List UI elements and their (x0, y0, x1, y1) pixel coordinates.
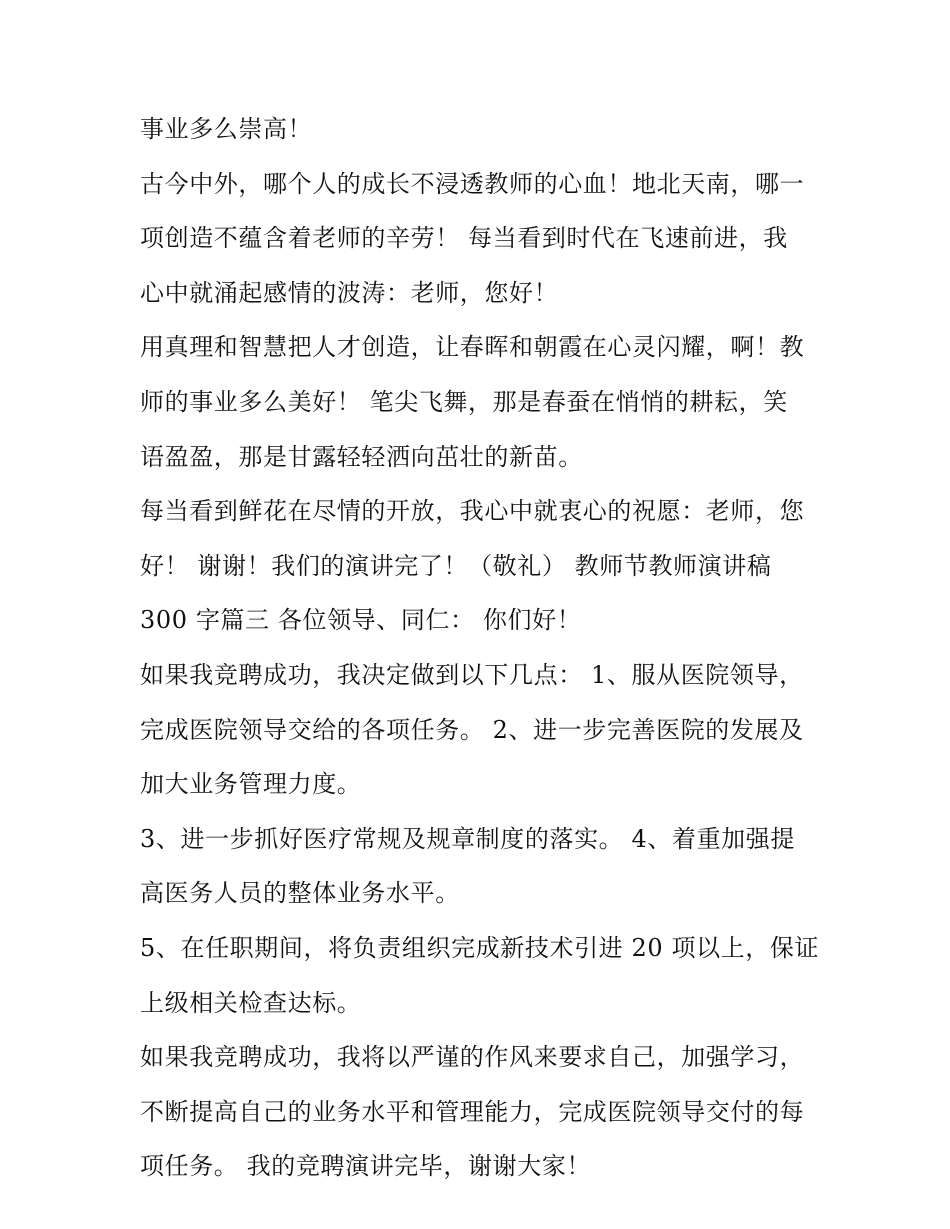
text-line: 每当看到鲜花在尽情的开放，我心中就衷心的祝愿：老师，您 (140, 497, 805, 526)
text-line: 古今中外，哪个人的成长不浸透教师的心血！地北天南，哪一 (140, 169, 805, 198)
text-line: 心中就涌起感情的波涛：老师，您好！ (140, 278, 559, 307)
text-line: 300 字篇三 各位领导、同仁： 你们好！ (140, 606, 582, 635)
text-line: 用真理和智慧把人才创造，让春晖和朝霞在心灵闪耀，啊！教 (140, 333, 805, 362)
text-line: 加大业务管理力度。 (140, 770, 362, 799)
text-line: 如果我竞聘成功，我将以严谨的作风来要求自己，加强学习， (140, 1043, 805, 1072)
text-line: 5、在任职期间，将负责组织完成新技术引进 20 项以上，保证 (140, 933, 820, 962)
text-line: 如果我竞聘成功，我决定做到以下几点： 1、服从医院领导， (140, 660, 804, 689)
document-body (140, 111, 830, 1203)
text-line: 师的事业多么美好！ 笔尖飞舞，那是春蚕在悄悄的耕耘，笑 (140, 387, 788, 416)
text-line: 事业多么崇高！ (140, 115, 313, 143)
text-line: 语盈盈，那是甘露轻轻洒向茁壮的新苗。 (140, 442, 583, 471)
text-line: 高医务人员的整体业务水平。 (140, 879, 460, 908)
text-line: 完成医院领导交给的各项任务。 2、进一步完善医院的发展及 (140, 715, 804, 744)
text-line: 不断提高自己的业务水平和管理能力，完成医院领导交付的每 (140, 1097, 805, 1126)
text-line: 项创造不蕴含着老师的辛劳！ 每当看到时代在飞速前进，我 (140, 224, 788, 253)
text-line: 3、进一步抓好医疗常规及规章制度的落实。 4、着重加强提 (140, 824, 795, 853)
text-line: 上级相关检查达标。 (140, 988, 362, 1017)
text-line: 好！ 谢谢！我们的演讲完了！（敬礼） 教师节教师演讲稿 (140, 551, 772, 580)
text-line: 项任务。 我的竞聘演讲完毕，谢谢大家！ (140, 1152, 592, 1181)
